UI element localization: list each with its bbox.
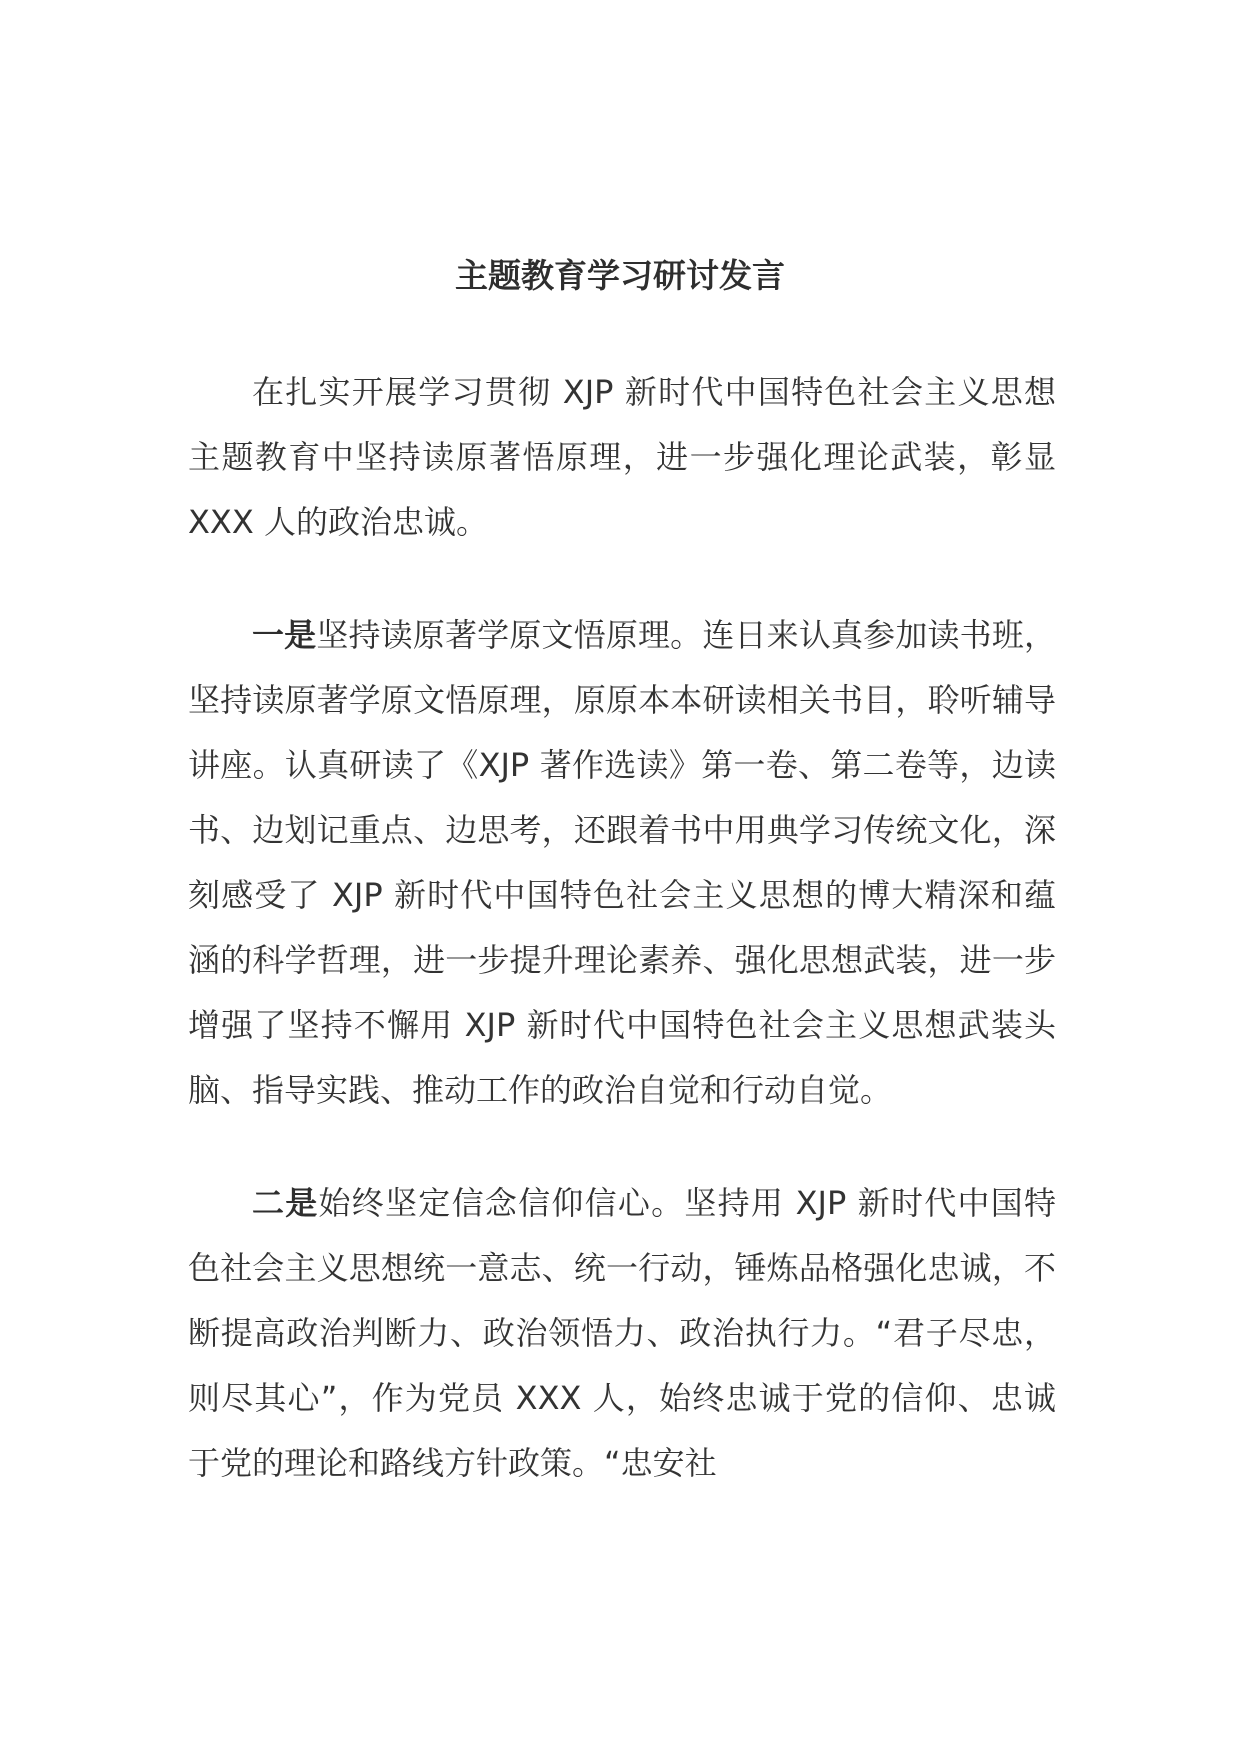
document-title: 主题教育学习研讨发言 xyxy=(455,256,785,295)
paragraph-lead: 二是 xyxy=(252,1184,319,1222)
paragraph-point-one xyxy=(188,603,1056,1123)
paragraph-point-two xyxy=(188,1171,1056,1496)
paragraph-text: 在扎实开展学习贯彻 XJP 新时代中国特色社会主义思想主题教育中坚持读原著悟原理，进一步强化理论武装，彰显 XXX 人的政治忠诚。 xyxy=(188,373,1056,541)
paragraph-intro xyxy=(188,360,1056,555)
document-body xyxy=(188,360,1056,1544)
paragraph-lead: 一是 xyxy=(252,616,317,654)
paragraph-text: 坚持读原著学原文悟原理。连日来认真参加读书班，坚持读原著学原文悟原理，原原本本研读相关书目，聆听辅导讲座。认真研读了《XJP 著作选读》第一卷、第二卷等，边读书、边划记重点、边思考，还跟着书中用典学习传统文化，深刻感受了 XJP 新时代中国特色社会主义思想的博大精深和蕴涵的科学哲理，进一步提升理论素养、强化思想武装，进一步增强了坚持不懈用 XJP 新时代中国特色社会主义思想武装头脑、指导实践、推动工作的政治自觉和行动自觉。 xyxy=(188,616,1056,1109)
paragraph-text: 始终坚定信念信仰信心。坚持用 XJP 新时代中国特色社会主义思想统一意志、统一行动，锤炼品格强化忠诚，不断提高政治判断力、政治领悟力、政治执行力。“君子尽忠，则尽其心”，作为党员 XXX 人，始终忠诚于党的信仰、忠诚于党的理论和路线方针政策。“忠安社 xyxy=(188,1184,1056,1482)
